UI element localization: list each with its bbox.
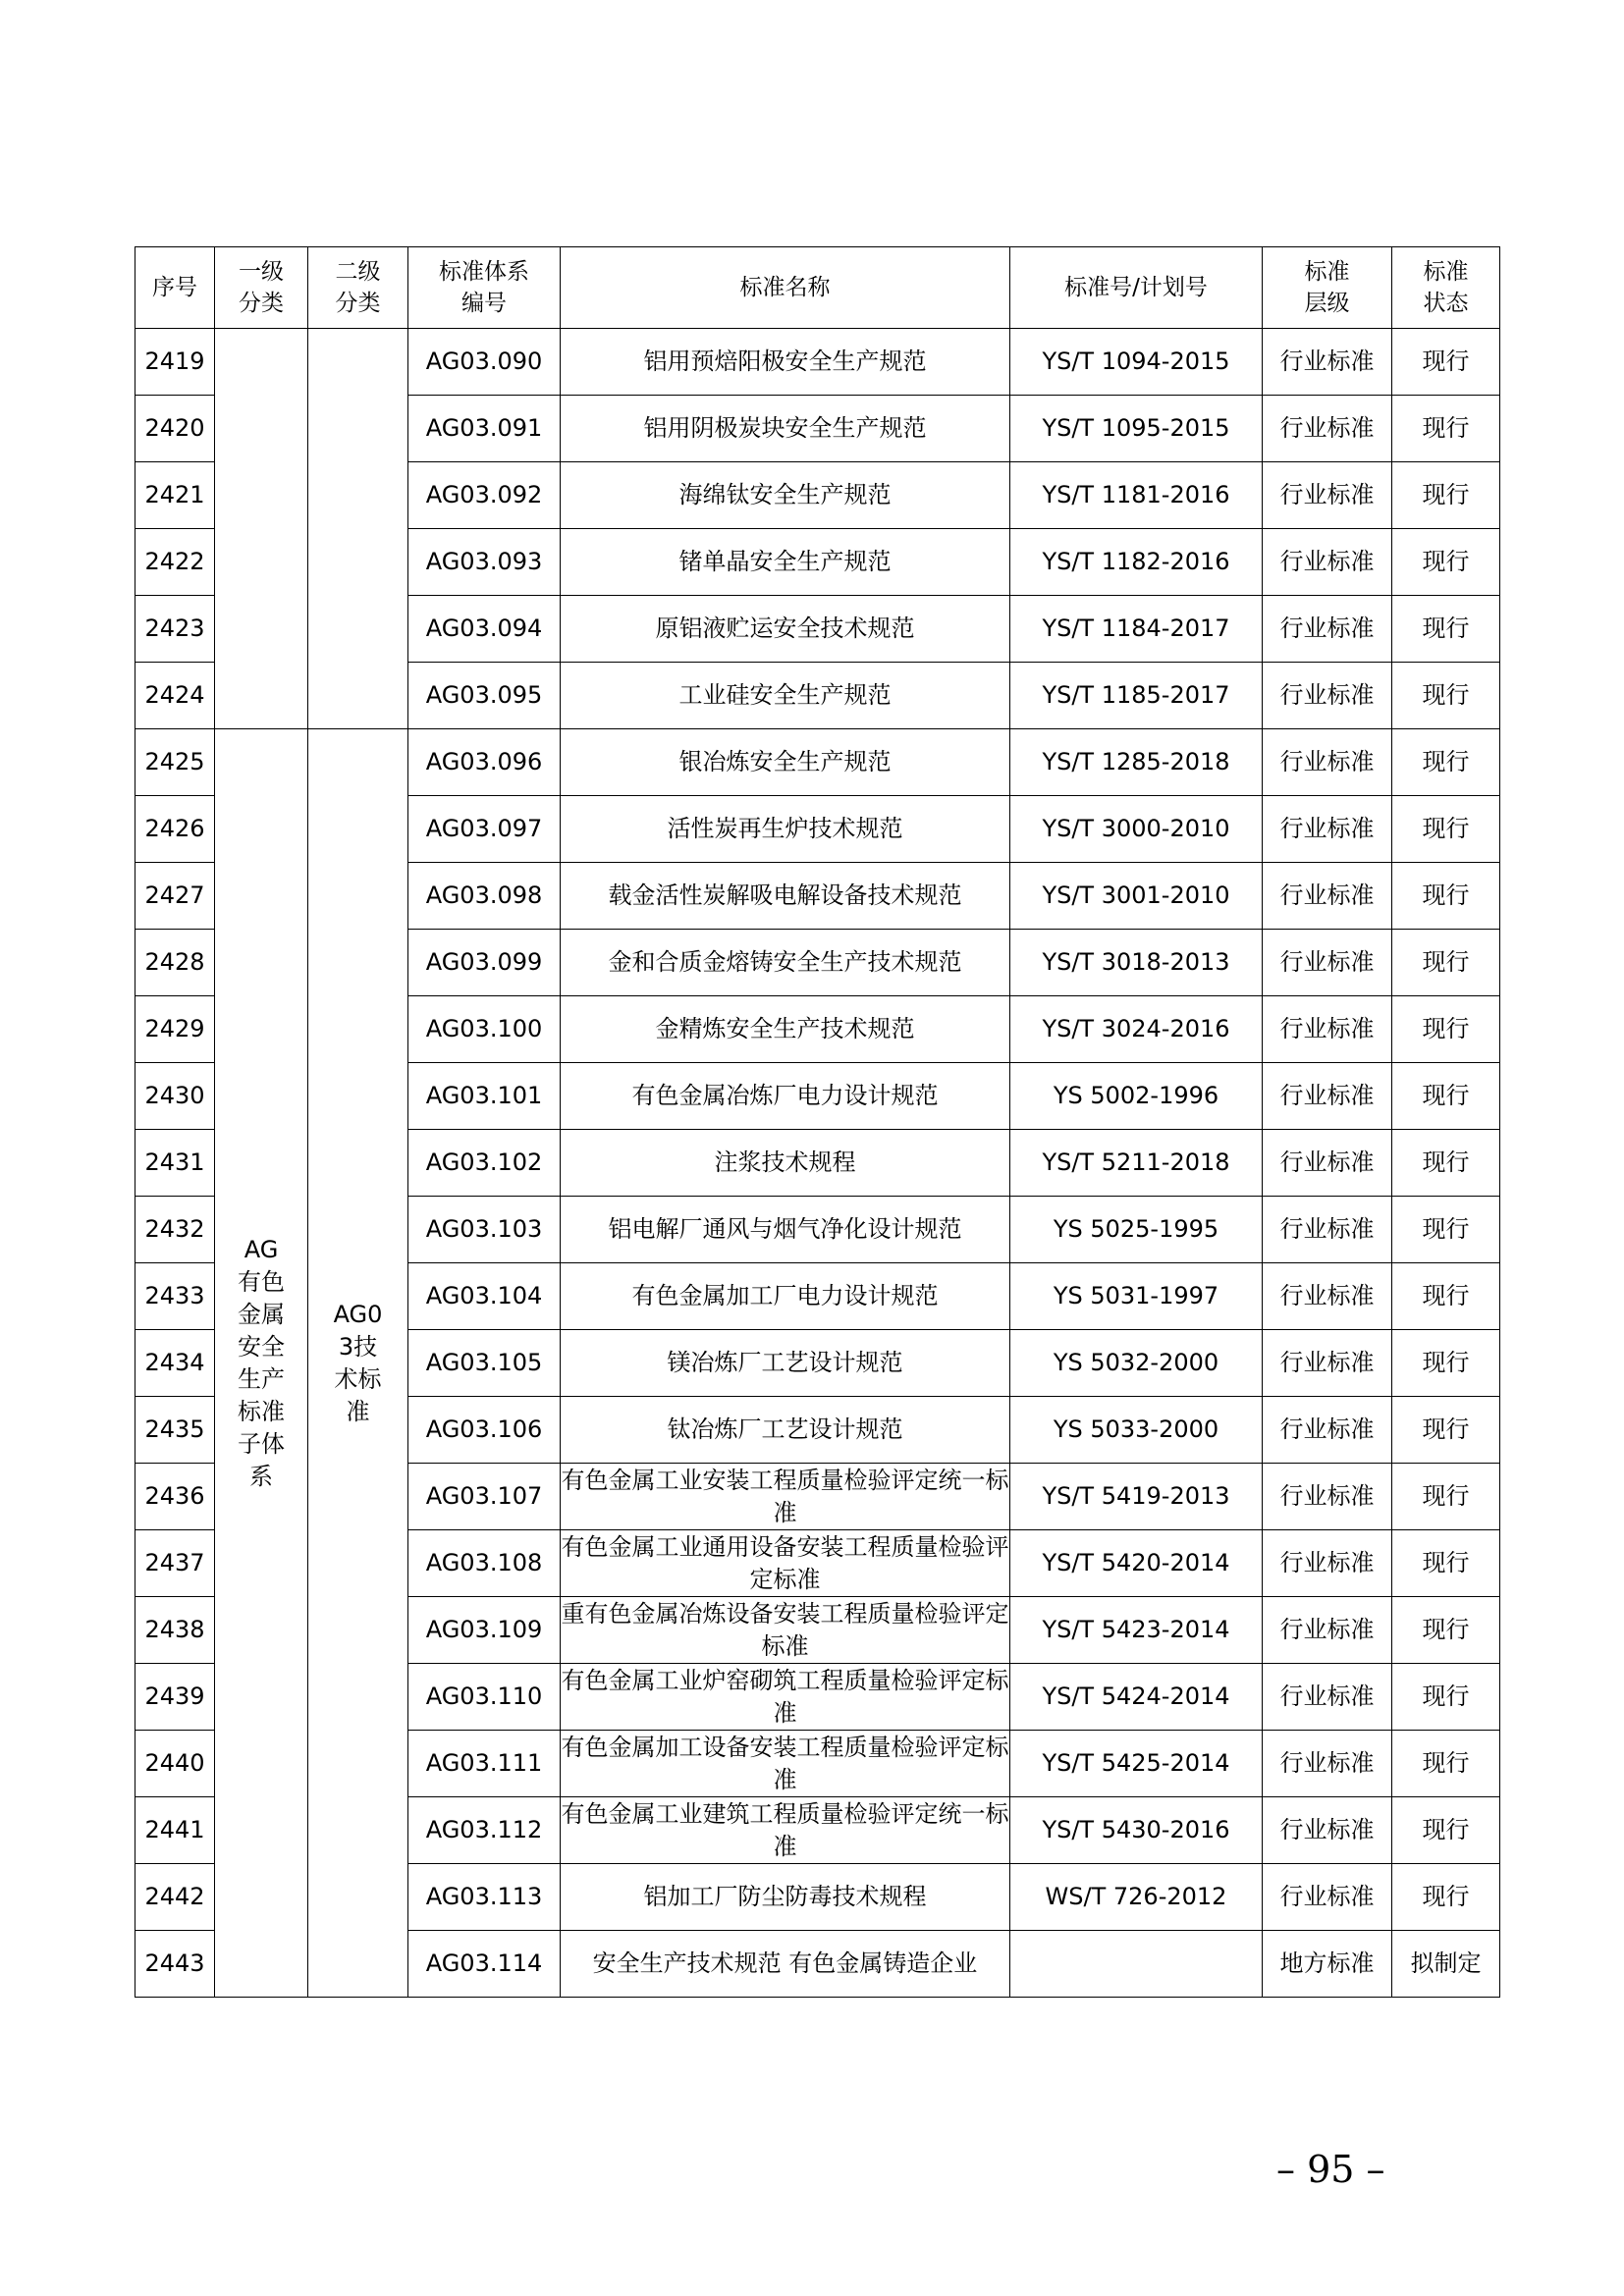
row-system-code: AG03.114	[408, 1931, 561, 1998]
row-standard-status: 现行	[1392, 1731, 1500, 1797]
row-system-code: AG03.101	[408, 1063, 561, 1130]
header-seq: 序号	[135, 247, 215, 329]
header-level2: 二级 分类	[308, 247, 408, 329]
row-seq: 2426	[135, 796, 215, 863]
row-standard-status: 现行	[1392, 1263, 1500, 1330]
row-system-code: AG03.095	[408, 663, 561, 729]
row-standard-level: 行业标准	[1263, 529, 1392, 596]
row-standard-level: 行业标准	[1263, 1330, 1392, 1397]
row-seq: 2420	[135, 396, 215, 462]
row-standard-level: 行业标准	[1263, 1597, 1392, 1664]
row-standard-status: 现行	[1392, 1464, 1500, 1530]
row-standard-name: 铝用阴极炭块安全生产规范	[561, 396, 1010, 462]
row-standard-level: 行业标准	[1263, 1130, 1392, 1197]
row-seq: 2422	[135, 529, 215, 596]
row-standard-number	[1010, 1931, 1263, 1998]
row-seq: 2443	[135, 1931, 215, 1998]
row-standard-number: YS/T 3024-2016	[1010, 996, 1263, 1063]
header-std-level: 标准 层级	[1263, 247, 1392, 329]
row-standard-status: 现行	[1392, 462, 1500, 529]
row-standard-status: 拟制定	[1392, 1931, 1500, 1998]
row-standard-status: 现行	[1392, 1664, 1500, 1731]
row-standard-number: YS 5031-1997	[1010, 1263, 1263, 1330]
standards-table	[135, 246, 1500, 1998]
row-seq: 2421	[135, 462, 215, 529]
level2-category-label: AG03技术标准	[333, 1300, 383, 1425]
row-seq: 2430	[135, 1063, 215, 1130]
row-standard-level: 行业标准	[1263, 329, 1392, 396]
row-system-code: AG03.099	[408, 930, 561, 996]
row-seq: 2433	[135, 1263, 215, 1330]
row-standard-number: YS/T 1095-2015	[1010, 396, 1263, 462]
row-standard-status: 现行	[1392, 1530, 1500, 1597]
row-standard-number: YS/T 5420-2014	[1010, 1530, 1263, 1597]
row-standard-number: YS/T 3018-2013	[1010, 930, 1263, 996]
row-seq: 2425	[135, 729, 215, 796]
header-sys-code: 标准体系 编号	[408, 247, 561, 329]
row-standard-level: 行业标准	[1263, 1731, 1392, 1797]
row-system-code: AG03.102	[408, 1130, 561, 1197]
row-standard-number: YS/T 1285-2018	[1010, 729, 1263, 796]
row-standard-name: 注浆技术规程	[561, 1130, 1010, 1197]
row-standard-level: 行业标准	[1263, 396, 1392, 462]
row-standard-number: YS/T 5430-2016	[1010, 1797, 1263, 1864]
row-seq: 2428	[135, 930, 215, 996]
level1-category-label: AG有色金属安全生产标准子体系	[238, 1235, 285, 1490]
row-standard-status: 现行	[1392, 1330, 1500, 1397]
row-seq: 2441	[135, 1797, 215, 1864]
row-standard-number: YS/T 1181-2016	[1010, 462, 1263, 529]
row-standard-status: 现行	[1392, 1864, 1500, 1931]
row-system-code: AG03.113	[408, 1864, 561, 1931]
row-system-code: AG03.098	[408, 863, 561, 930]
row-standard-name: 原铝液贮运安全技术规范	[561, 596, 1010, 663]
row-seq: 2434	[135, 1330, 215, 1397]
row-system-code: AG03.108	[408, 1530, 561, 1597]
row-seq: 2431	[135, 1130, 215, 1197]
row-standard-level: 行业标准	[1263, 596, 1392, 663]
row-seq: 2423	[135, 596, 215, 663]
row-system-code: AG03.105	[408, 1330, 561, 1397]
row-standard-status: 现行	[1392, 729, 1500, 796]
header-name: 标准名称	[561, 247, 1010, 329]
table-row	[135, 329, 1500, 396]
row-standard-number: YS/T 3001-2010	[1010, 863, 1263, 930]
row-standard-level: 行业标准	[1263, 930, 1392, 996]
row-standard-number: YS 5032-2000	[1010, 1330, 1263, 1397]
row-standard-number: YS/T 1182-2016	[1010, 529, 1263, 596]
row-standard-status: 现行	[1392, 1197, 1500, 1263]
row-standard-level: 行业标准	[1263, 1263, 1392, 1330]
row-standard-level: 地方标准	[1263, 1931, 1392, 1998]
row-standard-status: 现行	[1392, 1063, 1500, 1130]
row-standard-number: YS 5025-1995	[1010, 1197, 1263, 1263]
page-number: – 95 –	[1276, 2148, 1385, 2191]
row-standard-name: 铝用预焙阳极安全生产规范	[561, 329, 1010, 396]
row-system-code: AG03.110	[408, 1664, 561, 1731]
row-standard-status: 现行	[1392, 796, 1500, 863]
header-std-no: 标准号/计划号	[1010, 247, 1263, 329]
row-standard-level: 行业标准	[1263, 1464, 1392, 1530]
row-seq: 2438	[135, 1597, 215, 1664]
row-standard-number: YS 5033-2000	[1010, 1397, 1263, 1464]
row-system-code: AG03.103	[408, 1197, 561, 1263]
row-standard-number: YS/T 5425-2014	[1010, 1731, 1263, 1797]
row-standard-number: WS/T 726-2012	[1010, 1864, 1263, 1931]
row-standard-status: 现行	[1392, 529, 1500, 596]
row-system-code: AG03.094	[408, 596, 561, 663]
row-standard-name: 有色金属工业炉窑砌筑工程质量检验评定标准	[561, 1664, 1010, 1731]
row-standard-status: 现行	[1392, 663, 1500, 729]
row-system-code: AG03.093	[408, 529, 561, 596]
row-seq: 2442	[135, 1864, 215, 1931]
row-standard-status: 现行	[1392, 1397, 1500, 1464]
level2-category	[308, 729, 408, 1998]
row-seq: 2436	[135, 1464, 215, 1530]
row-seq: 2437	[135, 1530, 215, 1597]
row-standard-name: 重有色金属冶炼设备安装工程质量检验评定标准	[561, 1597, 1010, 1664]
row-standard-level: 行业标准	[1263, 1530, 1392, 1597]
row-standard-name: 金和合质金熔铸安全生产技术规范	[561, 930, 1010, 996]
header-std-status: 标准 状态	[1392, 247, 1500, 329]
row-standard-name: 海绵钛安全生产规范	[561, 462, 1010, 529]
row-standard-number: YS/T 1185-2017	[1010, 663, 1263, 729]
row-seq: 2427	[135, 863, 215, 930]
row-standard-name: 钛冶炼厂工艺设计规范	[561, 1397, 1010, 1464]
row-standard-name: 有色金属工业通用设备安装工程质量检验评定标准	[561, 1530, 1010, 1597]
row-standard-number: YS/T 5423-2014	[1010, 1597, 1263, 1664]
row-system-code: AG03.090	[408, 329, 561, 396]
row-standard-level: 行业标准	[1263, 663, 1392, 729]
row-standard-number: YS/T 5419-2013	[1010, 1464, 1263, 1530]
row-standard-level: 行业标准	[1263, 1063, 1392, 1130]
row-system-code: AG03.109	[408, 1597, 561, 1664]
row-standard-number: YS/T 3000-2010	[1010, 796, 1263, 863]
row-standard-level: 行业标准	[1263, 1197, 1392, 1263]
row-seq: 2419	[135, 329, 215, 396]
row-standard-status: 现行	[1392, 863, 1500, 930]
row-standard-name: 工业硅安全生产规范	[561, 663, 1010, 729]
row-standard-level: 行业标准	[1263, 1664, 1392, 1731]
row-standard-name: 有色金属冶炼厂电力设计规范	[561, 1063, 1010, 1130]
row-standard-number: YS 5002-1996	[1010, 1063, 1263, 1130]
row-standard-status: 现行	[1392, 329, 1500, 396]
row-standard-level: 行业标准	[1263, 462, 1392, 529]
row-standard-status: 现行	[1392, 1597, 1500, 1664]
row-standard-status: 现行	[1392, 996, 1500, 1063]
row-system-code: AG03.100	[408, 996, 561, 1063]
row-standard-level: 行业标准	[1263, 1397, 1392, 1464]
row-system-code: AG03.097	[408, 796, 561, 863]
row-standard-status: 现行	[1392, 396, 1500, 462]
row-standard-name: 铝加工厂防尘防毒技术规程	[561, 1864, 1010, 1931]
row-system-code: AG03.112	[408, 1797, 561, 1864]
row-standard-name: 载金活性炭解吸电解设备技术规范	[561, 863, 1010, 930]
row-standard-level: 行业标准	[1263, 729, 1392, 796]
row-seq: 2424	[135, 663, 215, 729]
row-standard-name: 有色金属加工厂电力设计规范	[561, 1263, 1010, 1330]
row-standard-status: 现行	[1392, 930, 1500, 996]
level2-category-continued	[308, 329, 408, 729]
header-level1: 一级 分类	[215, 247, 308, 329]
level1-category-continued	[215, 329, 308, 729]
row-standard-number: YS/T 1094-2015	[1010, 329, 1263, 396]
row-standard-name: 安全生产技术规范 有色金属铸造企业	[561, 1931, 1010, 1998]
row-standard-name: 活性炭再生炉技术规范	[561, 796, 1010, 863]
row-seq: 2429	[135, 996, 215, 1063]
row-standard-number: YS/T 1184-2017	[1010, 596, 1263, 663]
row-standard-level: 行业标准	[1263, 1864, 1392, 1931]
table-row	[135, 729, 1500, 796]
row-standard-name: 银冶炼安全生产规范	[561, 729, 1010, 796]
row-system-code: AG03.111	[408, 1731, 561, 1797]
row-standard-level: 行业标准	[1263, 1797, 1392, 1864]
row-system-code: AG03.104	[408, 1263, 561, 1330]
row-standard-status: 现行	[1392, 1797, 1500, 1864]
row-system-code: AG03.107	[408, 1464, 561, 1530]
row-standard-name: 有色金属工业安装工程质量检验评定统一标准	[561, 1464, 1010, 1530]
row-standard-name: 锗单晶安全生产规范	[561, 529, 1010, 596]
row-system-code: AG03.091	[408, 396, 561, 462]
row-standard-name: 有色金属加工设备安装工程质量检验评定标准	[561, 1731, 1010, 1797]
row-system-code: AG03.106	[408, 1397, 561, 1464]
row-seq: 2432	[135, 1197, 215, 1263]
row-standard-name: 金精炼安全生产技术规范	[561, 996, 1010, 1063]
row-standard-number: YS/T 5424-2014	[1010, 1664, 1263, 1731]
row-seq: 2435	[135, 1397, 215, 1464]
level1-category	[215, 729, 308, 1998]
row-standard-level: 行业标准	[1263, 996, 1392, 1063]
row-standard-status: 现行	[1392, 1130, 1500, 1197]
row-standard-level: 行业标准	[1263, 863, 1392, 930]
row-standard-number: YS/T 5211-2018	[1010, 1130, 1263, 1197]
row-system-code: AG03.096	[408, 729, 561, 796]
row-system-code: AG03.092	[408, 462, 561, 529]
row-standard-name: 镁冶炼厂工艺设计规范	[561, 1330, 1010, 1397]
row-seq: 2439	[135, 1664, 215, 1731]
row-standard-status: 现行	[1392, 596, 1500, 663]
row-standard-name: 铝电解厂通风与烟气净化设计规范	[561, 1197, 1010, 1263]
row-standard-name: 有色金属工业建筑工程质量检验评定统一标准	[561, 1797, 1010, 1864]
row-seq: 2440	[135, 1731, 215, 1797]
table-header-row	[135, 247, 1500, 329]
row-standard-level: 行业标准	[1263, 796, 1392, 863]
